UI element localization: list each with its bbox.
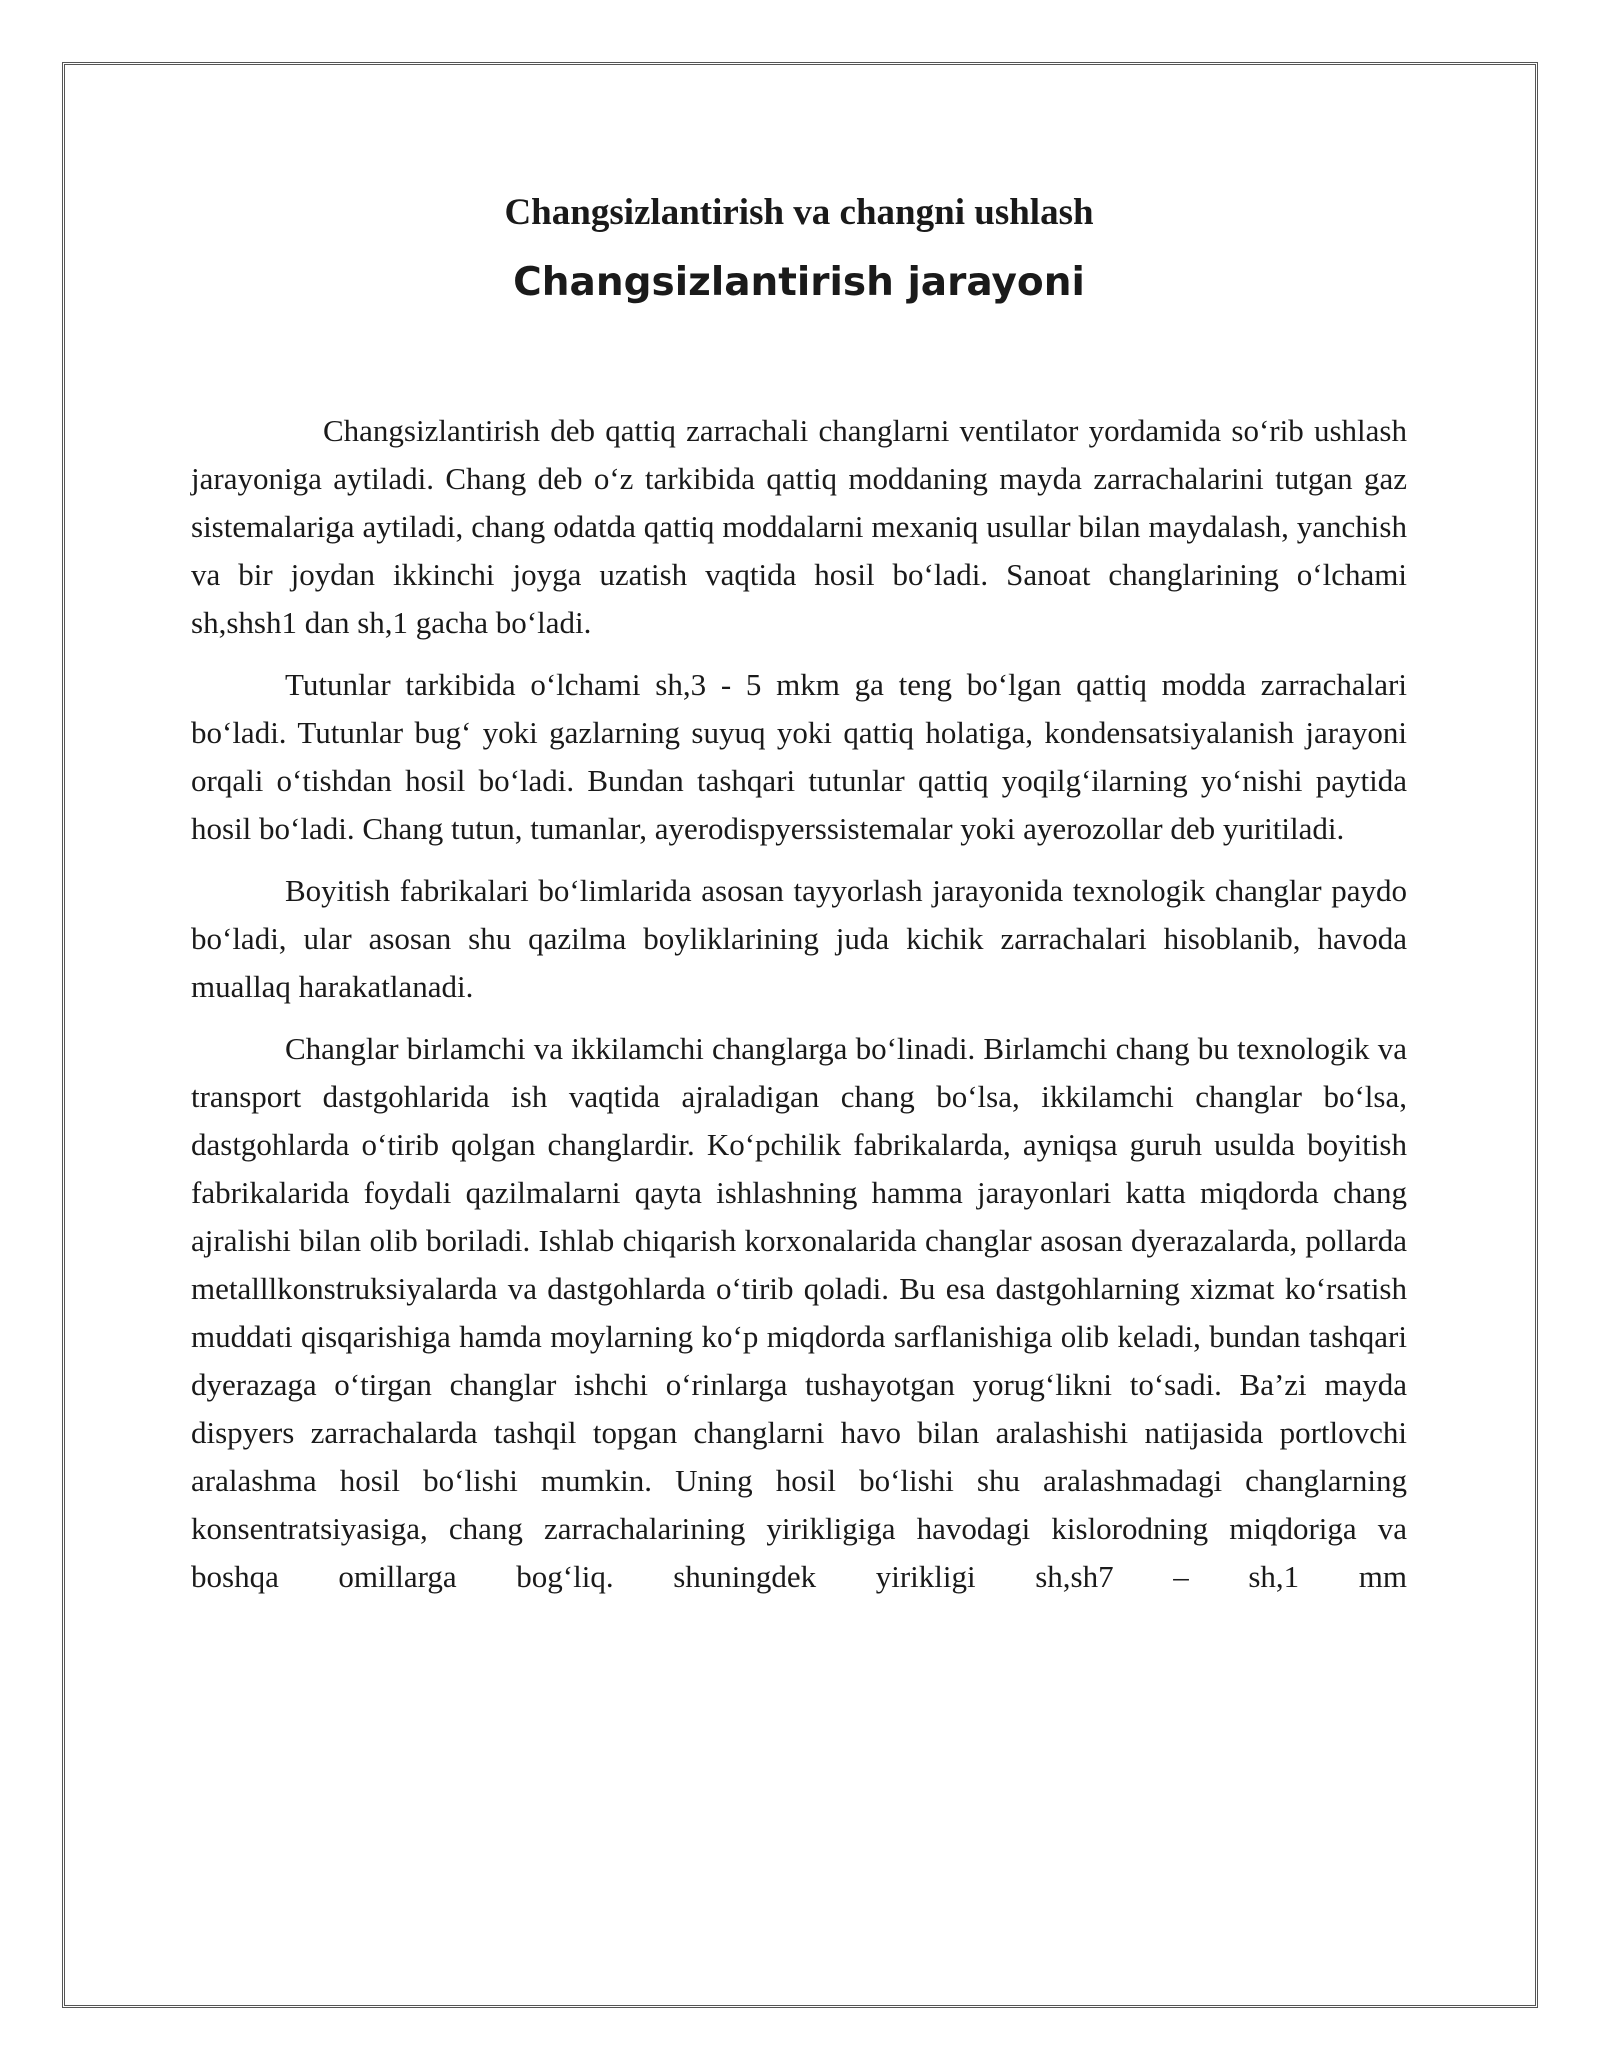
- paragraph-1: Changsizlantirish deb qattiq zarrachali changlarni ventilator yordamida so‘rib ushlash jarayoniga aytiladi. Chang deb o‘z tarkibida qattiq moddaning mayda zarrachalarini tutgan gaz sistemalariga aytiladi, chang odatda qattiq moddalarni mexaniq usullar bilan maydalash, yanchish va bir joydan ikkinchi joyga uzatish vaqtida hosil bo‘ladi. Sanoat changlarining o‘lchami sh,shsh1 dan sh,1 gacha bo‘ladi.: [191, 413, 1407, 640]
- document-title: Changsizlantirish va changni ushlash: [504, 192, 1094, 233]
- document-body: [191, 185, 1407, 1601]
- section-heading: Changsizlantirish jarayoni: [513, 260, 1085, 305]
- body-text: [191, 407, 1407, 1601]
- paragraph-4: Changlar birlamchi va ikkilamchi changlarga bo‘linadi. Birlamchi chang bu texnologik va transport dastgohlarida ish vaqtida ajraladigan chang bo‘lsa, ikkilamchi changlar bo‘lsa, dastgohlarda o‘tirib qolgan changlardir. Ko‘pchilik fabrikalarda, ayniqsa guruh usulda boyitish fabrikalarida foydali qazilmalarni qayta ishlashning hamma jarayonlari katta miqdorda chang ajralishi bilan olib boriladi. Ishlab chiqarish korxonalarida changlar asosan dyerazalarda, pollarda metalllkonstruksiyalarda va dastgohlarda o‘tirib qoladi. Bu esa dastgohlarning xizmat ko‘rsatish muddati qisqarishiga hamda moylarning ko‘p miqdorda sarflanishiga olib keladi, bundan tashqari dyerazaga o‘tirgan changlar ishchi o‘rinlarga tushayotgan yorug‘likni to‘sadi. Ba’zi mayda dispyers zarrachalarda tashqil topgan changlarni havo bilan aralashishi natijasida portlovchi aralashma hosil bo‘lishi mumkin. Uning hosil bo‘lishi shu aralashmadagi changlarning konsentratsiyasiga, chang zarrachalarining yirikligiga havodagi kislorodning miqdoriga va boshqa omillarga bog‘liq. shuningdek yirikligi sh,sh7 – sh,1 mm: [191, 1031, 1407, 1594]
- paragraph-3: Boyitish fabrikalari bo‘limlarida asosan tayyorlash jarayonida texnologik changlar paydo bo‘ladi, ular asosan shu qazilma boyliklarining juda kichik zarrachalari hisoblanib, havoda muallaq harakatlanadi.: [191, 873, 1407, 1004]
- paragraph-2: Tutunlar tarkibida o‘lchami sh,3 - 5 mkm ga teng bo‘lgan qattiq modda zarrachalari bo‘ladi. Tutunlar bug‘ yoki gazlarning suyuq yoki qattiq holatiga, kondensatsiyalanish jarayoni orqali o‘tishdan hosil bo‘ladi. Bundan tashqari tutunlar qattiq yoqilg‘ilarning yo‘nishi paytida hosil bo‘ladi. Chang tutun, tumanlar, ayerodispyerssistemalar yoki ayerozollar deb yuritiladi.: [191, 667, 1407, 846]
